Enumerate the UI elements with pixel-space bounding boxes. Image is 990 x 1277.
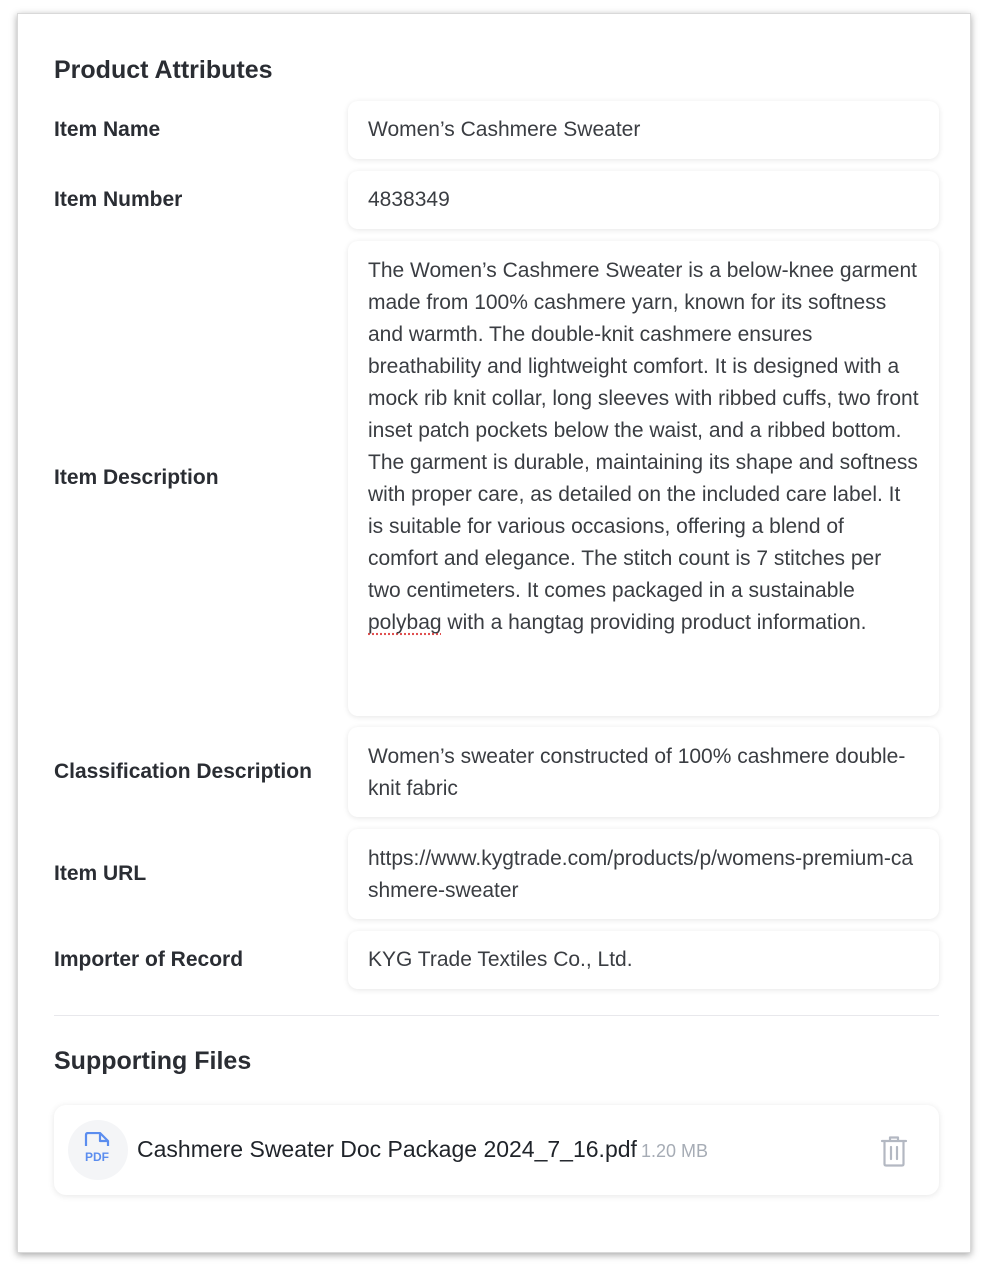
item-url-field[interactable] [348,829,939,919]
importer-of-record-label: Importer of Record [54,948,244,971]
item-name-value: Women’s Cashmere Sweater [368,118,641,141]
item-name-label: Item Name [54,118,161,141]
file-item[interactable] [54,1105,939,1195]
item-number-label: Item Number [54,188,183,211]
file-size: 1.20 MB [640,1141,708,1161]
item-description-label: Item Description [54,466,219,489]
item-description-text: The Women’s Cashmere Sweater is a below-knee garment made from 100% cashmere yarn, known for its softness and warmth. The double-knit cashmere ensures breathability and lightweight comfort. It is designed with a mock rib knit collar, long sleeves with ribbed cuffs, two front inset patch pockets below the waist, and a ribbed bottom. The garment is durable, maintaining its shape and softness with proper care, as detailed on the included care label. It is suitable for various occasions, offering a blend of comfort and elegance. The stitch count is 7 stitches per two centimeters. It comes packaged in a sustainable [368,259,919,602]
item-number-field[interactable] [348,171,939,229]
item-description-field[interactable] [348,241,939,716]
classification-description-value: Women’s sweater constructed of 100% cashmere double-knit fabric [368,745,906,800]
trash-icon [880,1135,908,1167]
pdf-icon-label: PDF [85,1150,109,1164]
classification-description-field[interactable] [348,727,939,817]
file-name-text: Cashmere Sweater Doc Package 2024_7_16.pdf [137,1136,637,1162]
delete-file-button[interactable] [880,1135,908,1167]
item-description-text-end: with a hangtag providing product information. [441,611,867,634]
item-number-value: 4838349 [368,188,450,211]
product-attributes-title: Product Attributes [54,56,273,84]
item-url-label: Item URL [54,862,147,885]
classification-description-label: Classification Description [54,760,312,783]
importer-of-record-value: KYG Trade Textiles Co., Ltd. [368,948,633,971]
product-attributes-card [17,13,971,1253]
item-name-field[interactable] [348,101,939,159]
item-url-value: https://www.kygtrade.com/products/p/womens-premium-cashmere-sweater [368,847,914,902]
misspelled-word: polybag [368,611,442,634]
importer-of-record-field[interactable] [348,931,939,989]
section-divider [54,1015,939,1016]
pdf-file-icon [68,1120,128,1180]
supporting-files-title: Supporting Files [54,1047,252,1075]
file-name[interactable] [137,1136,708,1163]
